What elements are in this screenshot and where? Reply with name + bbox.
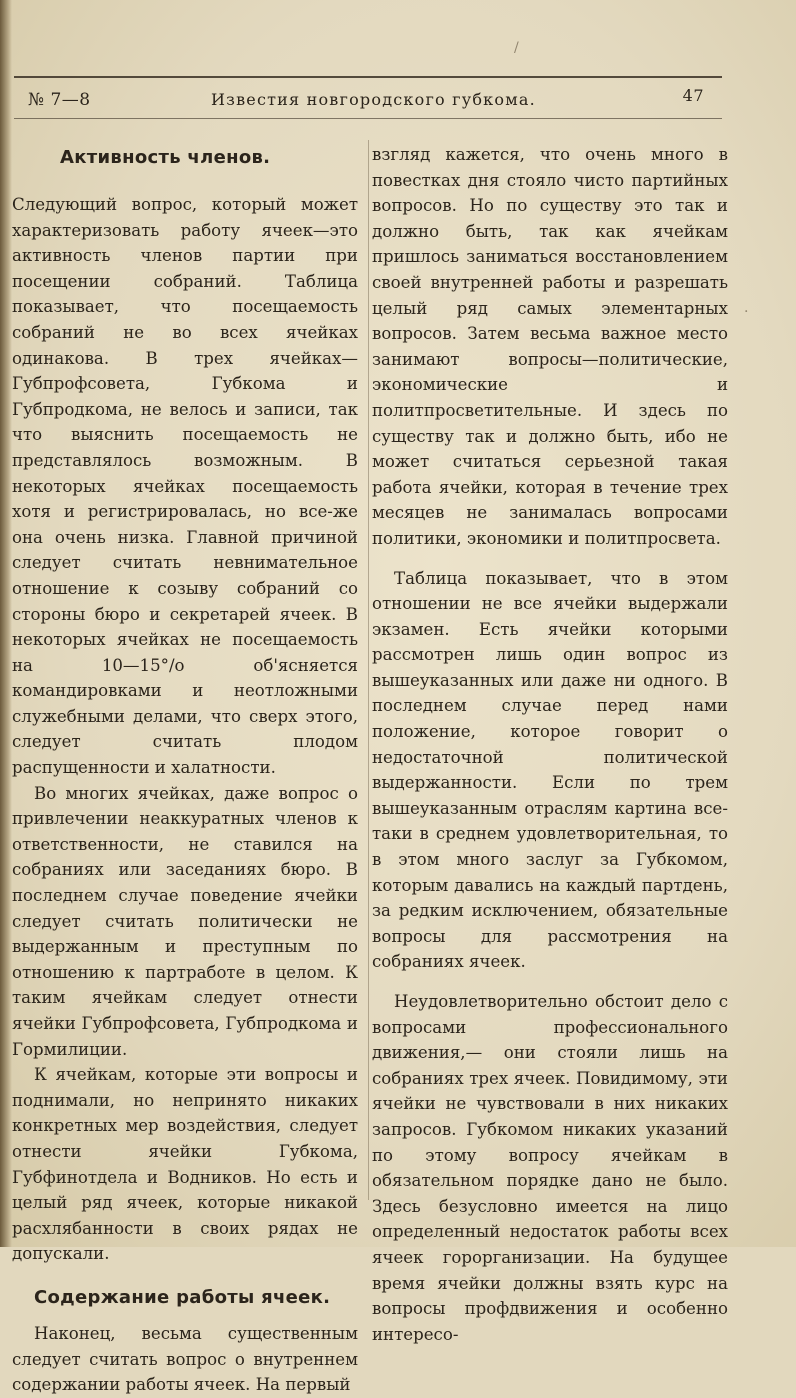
paragraph-gap xyxy=(372,975,728,989)
column-divider xyxy=(368,140,369,1200)
section-heading-content: Содержание работы ячеек. xyxy=(34,1286,331,1308)
paper-mark: . xyxy=(744,300,749,316)
paragraph: Таблица показывает, что в этом отношении не все ячейки выдержали экзамен. Есть ячейки которыми рассмотрен лишь один вопрос из вышеуказанных или даже ни одного. В последнем случае перед нами положение, которое говорит о недостаточной политической выдержанности. Если по трем вышеуказанным отраслям картина все-таки в среднем удовлетворительная, то в этом много заслуг за Губкомом, которым давались на каждый партдень, за редким исключением, обязательные вопросы для рассмотрения на собраниях ячеек. xyxy=(372,568,728,972)
paper-mark: / xyxy=(514,40,519,56)
left-column xyxy=(12,142,358,1398)
issue-number: № 7—8 xyxy=(28,90,91,110)
journal-title: Известия новгородского губкома. xyxy=(211,90,536,109)
paragraph-gap xyxy=(372,552,728,566)
paragraph: взгляд кажется, что очень много в повестках дня стояло чисто партийных вопросов. Но по существу это так и должно быть, так как ячейкам пришлось заниматься восстановлением своей внутренней работы и разрешать целый ряд самых элементарных вопросов. Затем весьма важное место занимают вопросы—политические, экономические и политпросветительные. И здесь по существу так и должно быть, ибо не может считаться серьезной такая работа ячейки, которая в течение трех месяцев не занималась вопросами политики, экономики и политпросвета. xyxy=(372,145,728,548)
running-header xyxy=(26,86,722,116)
section-heading-activity: Активность членов. xyxy=(60,147,271,168)
paragraph: Во многих ячейках, даже вопрос о привлечении неаккуратных членов к ответственности, не ставился на собраниях или заседаниях бюро. В последнем случае поведение ячейки следует считать политически не выдержанным и преступным по отношению к партработе в целом. К таким ячейкам следует отнести ячейки Губпрофсовета, Губпродкома и Гормилиции. xyxy=(12,783,358,1059)
paragraph: Следующий вопрос, который может характеризовать работу ячеек—это активность членов партии при посещении собраний. Таблица показывает, что посещаемость собраний не во всех ячейках одинакова. В трех ячейках—Губпрофсовета, Губкома и Губпродкома, не велось и записи, так что выяснить посещаемость не представлялось возможным. В некоторых ячейках посещаемость хотя и регистрировалась, но все-же она очень низка. Главной причиной следует считать невнимательное отношение к созыву собраний со стороны бюро и секретарей ячеек. В некоторых ячейках не посещаемость на 10—15°/о об'ясняется командировками и неотложными служебными делами, что сверх этого, следует считать плодом распущенности и халатности. xyxy=(12,195,358,778)
page-number: 47 xyxy=(682,86,704,105)
paragraph: Наконец, весьма существенным следует считать вопрос о внутреннем содержании работы ячеек. На первый xyxy=(12,1323,358,1395)
paragraph: Неудовлетворительно обстоит дело с вопросами профессионального движения,— они стояли лишь на собраниях трех ячеек. Повидимому, эти ячейки не чувствовали в них никаких запросов. Губкомом никаких указаний по этому вопросу ячейкам в обязательном порядке дано не было. Здесь безусловно имеется на лицо определенный недостаток работы всех ячеек горорганизации. На будущее время ячейки должны взять курс на вопросы профдвижения и особенно интересо- xyxy=(372,992,728,1344)
right-column xyxy=(372,142,728,1347)
top-rule xyxy=(14,76,722,78)
paragraph: К ячейкам, которые эти вопросы и поднимали, но непринято никаких конкретных мер воздействия, следует отнести ячейки Губкома, Губфинотдела и Водников. Но есть и целый ряд ячеек, которые никакой расхлябанности в своих рядах не допускали. xyxy=(12,1065,358,1264)
header-rule xyxy=(14,118,722,119)
book-spine-shadow xyxy=(0,0,12,1247)
